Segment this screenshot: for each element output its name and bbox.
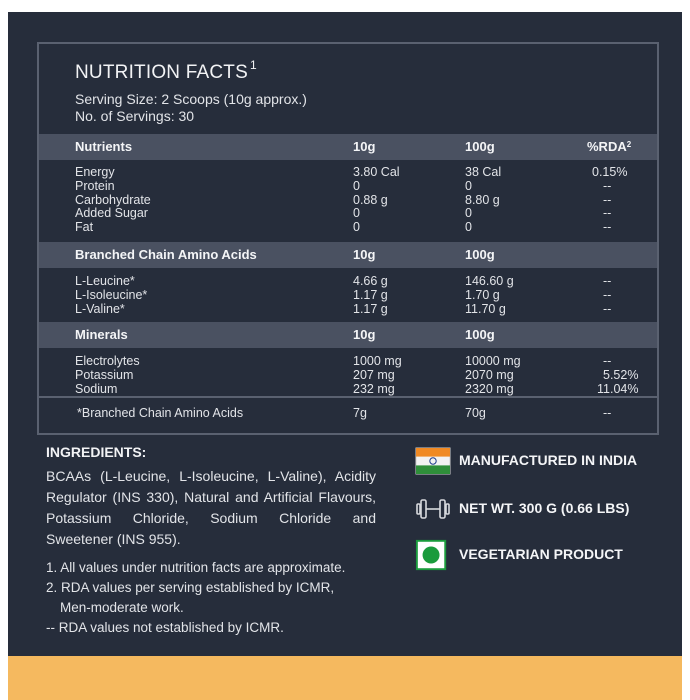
minerals-header-10g: 10g [353,327,376,342]
table-row: L-Isoleucine* 1.17 g 1.70 g -- [75,287,612,302]
minerals-header-row [39,322,657,348]
ingredients-title: INGREDIENTS: [46,444,147,460]
bcaa-rows [39,274,657,315]
note-item: 1. All values under nutrition facts are approximate. [46,560,346,575]
india-flag-icon [415,446,451,476]
table-row: Protein 0 0 -- [75,178,612,193]
servings-count: No. of Servings: 30 [75,108,195,124]
table-divider [39,396,657,398]
table-row: Energy 3.80 Cal 38 Cal 0.15% [75,165,628,179]
notes-list [46,558,386,638]
minerals-header-100g: 100g [465,327,495,342]
note-item: 2. RDA values per serving established by ICMR, [46,580,335,595]
note-item: -- RDA values not established by ICMR. [46,620,284,635]
bcaa-header-label: Branched Chain Amino Acids [75,247,257,262]
minerals-rows [39,354,657,395]
bottom-accent-bar [8,656,682,700]
made-in-india-label: MANUFACTURED IN INDIA [459,452,638,468]
nutrients-rows [39,165,657,234]
net-weight-label: NET WT. 300 G (0.66 LBS) [459,500,630,516]
nutrition-facts-box: NUTRITION FACTS $^1$ Serving Size: 2 Scoops (10g approx.) No. of Servings: 30 Nutrients 10g 100g %RDA$^2$ Energy 3.80 Cal 38 Cal 0.15% Protein 0 0 -- Carbohydrate 0.88 g 8.80 g -- Added Sugar 0 0 -- Fat 0 0 -- Branched Chain Amino Acids 10g 100g L-Leucine* 4.66 g 146.60 g -- L-Isoleucine* 1.17 g 1.70 g -- L-Valine* 1.17 g 11.70 g -- Minerals 10g 100g Electrolytes 1000 mg 10000 mg -- Potassium 207 mg 2070 mg 5.52% Sodium 232 mg 2320 mg 11.04% *Branched Chain Amino Acids 7g 70g -- [37,42,659,435]
table-row: Potassium 207 mg 2070 mg 5.52% [75,367,639,382]
table-row: L-Leucine* 4.66 g 146.60 g -- [75,274,612,288]
serving-size: Serving Size: 2 Scoops (10g approx.) [75,91,307,107]
nutrients-header-row [39,134,657,160]
net-weight-badge [415,494,675,528]
made-in-india-badge [415,446,675,480]
ingredients-text: BCAAs (L-Leucine, L-Isoleucine, L-Valine), Acidity Regulator (INS 330), Natural and Artificial Flavours, Potassium Chloride, Sodium Chloride and Sweetener (INS 955). [46,468,376,547]
vegetarian-label: VEGETARIAN PRODUCT [459,546,623,562]
vegetarian-badge [415,540,675,574]
serving-info [75,91,307,125]
nutrition-facts-title: NUTRITION FACTS $^1$ [75,58,257,83]
bcaa-header-10g: 10g [353,247,376,262]
dumbbell-icon [415,494,451,524]
nutrients-header-label: Nutrients [75,139,133,154]
vegetarian-mark-icon [415,538,449,572]
bcaa-header-100g: 100g [465,247,495,262]
nutrients-header-100g: 100g [465,139,495,154]
label-panel [8,12,682,656]
table-row: L-Valine* 1.17 g 11.70 g -- [75,301,612,316]
nutrients-header-rda: %RDA$^2$ [587,139,632,154]
table-row: Sodium 232 mg 2320 mg 11.04% [75,381,639,396]
table-row: Electrolytes 1000 mg 10000 mg -- [75,354,612,368]
table-row: Carbohydrate 0.88 g 8.80 g -- [75,192,612,207]
nutrients-header-10g: 10g [353,139,376,154]
table-row: Fat 0 0 -- [75,220,612,235]
minerals-header-label: Minerals [75,327,128,342]
table-row: Added Sugar 0 0 -- [75,206,612,221]
note-item: Men-moderate work. [60,600,184,615]
bcaa-header-row [39,242,657,268]
